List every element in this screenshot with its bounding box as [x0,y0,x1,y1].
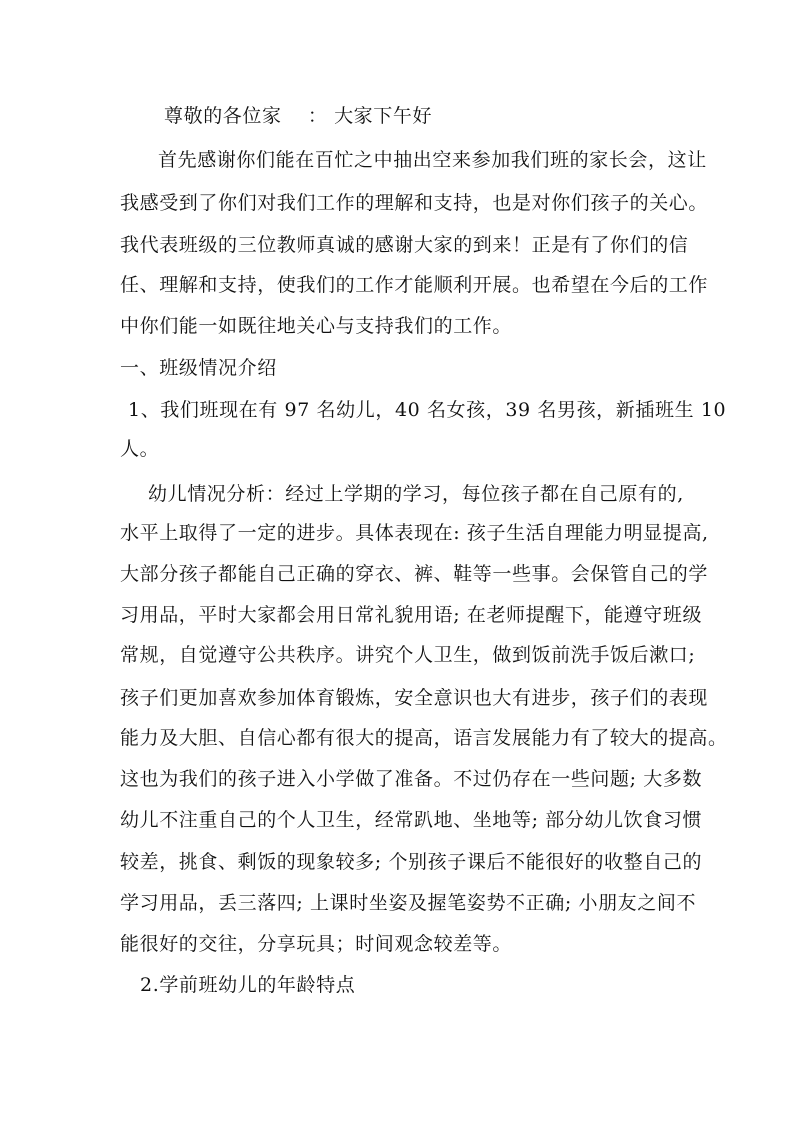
analysis-line: 能很好的交往，分享玩具；时间观念较差等。 [120,933,513,955]
analysis-line: 学习用品，丢三落四; 上课时坐姿及握笔姿势不正确; 小朋友之间不 [120,892,697,914]
analysis-line: 较差，挑食、剩饭的现象较多; 个别孩子课后不能很好的收整自己的 [120,851,703,873]
analysis-line: 大部分孩子都能自己正确的穿衣、裤、鞋等一些事。会保管自己的学 [120,563,709,585]
intro-line: 任、理解和支持，使我们的工作才能顺利开展。也希望在今后的工作 [120,274,709,296]
analysis-line: 水平上取得了一定的进步。具体表现在: 孩子生活自理能力明显提高, [120,522,709,544]
analysis-line: 习用品，平时大家都会用日常礼貌用语; 在老师提醒下，能遵守班级 [120,604,703,626]
analysis-line: 孩子们更加喜欢参加体育锻炼，安全意识也大有进步，孩子们的表现 [120,687,709,709]
subsection-heading: 2.学前班幼儿的年龄特点 [140,974,356,996]
analysis-line: 这也为我们的孩子进入小学做了准备。不过仍存在一些问题; 大多数 [120,768,703,790]
greeting-line: 尊敬的各位家 ： 大家下午好 [164,105,433,127]
analysis-line: 幼儿不注重自己的个人卫生，经常趴地、坐地等; 部分幼儿饮食习惯 [120,809,703,831]
section-heading: 一、班级情况介绍 [120,357,277,379]
intro-line: 中你们能一如既往地关心与支持我们的工作。 [120,315,513,337]
analysis-line: 能力及大胆、自信心都有很大的提高，语言发展能力有了较大的提高。 [120,727,728,749]
analysis-line: 幼儿情况分析：经过上学期的学习，每位孩子都在自己原有的, [148,483,684,505]
item-line: 人。 [120,438,160,460]
analysis-line: 常规，自觉遵守公共秩序。讲究个人卫生，做到饭前洗手饭后漱口; [120,644,696,666]
intro-line: 首先感谢你们能在百忙之中抽出空来参加我们班的家长会，这让 [158,149,707,171]
intro-line: 我代表班级的三位教师真诚的感谢大家的到来！正是有了你们的信 [120,234,689,256]
intro-line: 我感受到了你们对我们工作的理解和支持，也是对你们孩子的关心。 [120,192,709,214]
item-line: 1、我们班现在有 97 名幼儿，40 名女孩，39 名男孩，新插班生 10 [128,399,727,421]
